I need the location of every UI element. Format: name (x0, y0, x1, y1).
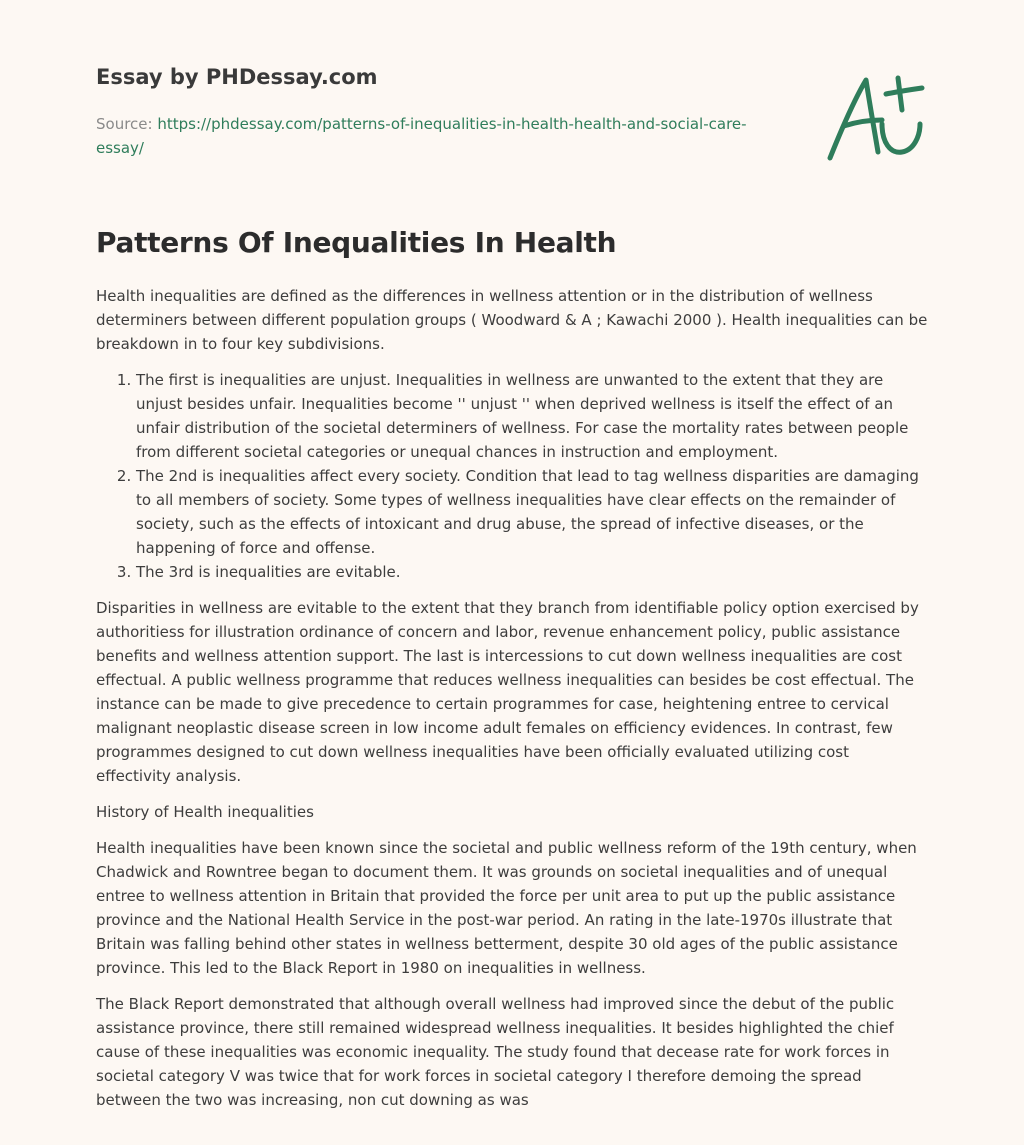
source-line (96, 112, 756, 160)
paragraph: Disparities in wellness are evitable to the extent that they branch from identifiable policy option exercised by authoritiess for illustration ordinance of concern and labor, revenue enhancement policy, public assistance benefits and wellness attention support. The last is intercessions to cut down wellness inequalities are cost effectual. A public wellness programme that reduces wellness inequalities can besides be cost effectual. The instance can be made to give precedence to certain programmes for case, heightening entree to cervical malignant neoplastic disease screen in low income adult females on efficiency evidences. In contrast, few programmes designed to cut down wellness inequalities have been officially evaluated utilizing cost effectivity analysis. (96, 599, 919, 785)
paragraph: The Black Report demonstrated that although overall wellness had improved since the debut of the public assistance province, there still remained widespread wellness inequalities. It besides highlighted the chief cause of these inequalities was economic inequality. The study found that decease rate for work forces in societal category V was twice that for work forces in societal category I therefore demoing the spread between the two was increasing, non cut downing as was (96, 995, 895, 1109)
article-body (96, 284, 928, 1124)
a-plus-grade-icon (820, 66, 930, 166)
section-subheading: History of Health inequalities (96, 803, 314, 821)
list-item: 3. The 3rd is inequalities are evitable. (136, 560, 928, 584)
site-brand: Essay by PHDessay.com (96, 65, 378, 89)
source-link[interactable]: https://phdessay.com/patterns-of-inequalities-in-health-health-and-social-care-essay/ (96, 115, 747, 157)
key-subdivisions-list (96, 368, 928, 584)
paragraph: Health inequalities have been known since the societal and public wellness reform of the 19th century, when Chadwick and Rowntree began to document them. It was grounds on societal inequalities and of unequal entree to wellness attention in Britain that provided the force per unit area to put up the public assistance province and the National Health Service in the post-war period. An rating in the late-1970s illustrate that Britain was falling behind other states in wellness betterment, despite 30 old ages of the public assistance province. This led to the Black Report in 1980 on inequalities in wellness. (96, 839, 917, 977)
list-item: 2. The 2nd is inequalities affect every society. Condition that lead to tag wellness disparities are damaging to all members of society. Some types of wellness inequalities have clear effects on the remainder of society, such as the effects of intoxicant and drug abuse, the spread of infective diseases, or the happening of force and offense. (136, 464, 928, 560)
source-label: Source: (96, 115, 158, 133)
intro-paragraph: Health inequalities are defined as the differences in wellness attention or in the distribution of wellness determiners between different population groups ( Woodward & A ; Kawachi 2000 ). Health inequalities can be breakdown in to four key subdivisions. (96, 287, 928, 353)
article-title: Patterns Of Inequalities In Health (96, 226, 617, 259)
list-item: 1. The first is inequalities are unjust. Inequalities in wellness are unwanted to the extent that they are unjust besides unfair. Inequalities become '' unjust '' when deprived wellness is itself the effect of an unfair distribution of the societal determiners of wellness. For case the mortality rates between people from different societal categories or unequal chances in instruction and employment. (136, 368, 928, 464)
